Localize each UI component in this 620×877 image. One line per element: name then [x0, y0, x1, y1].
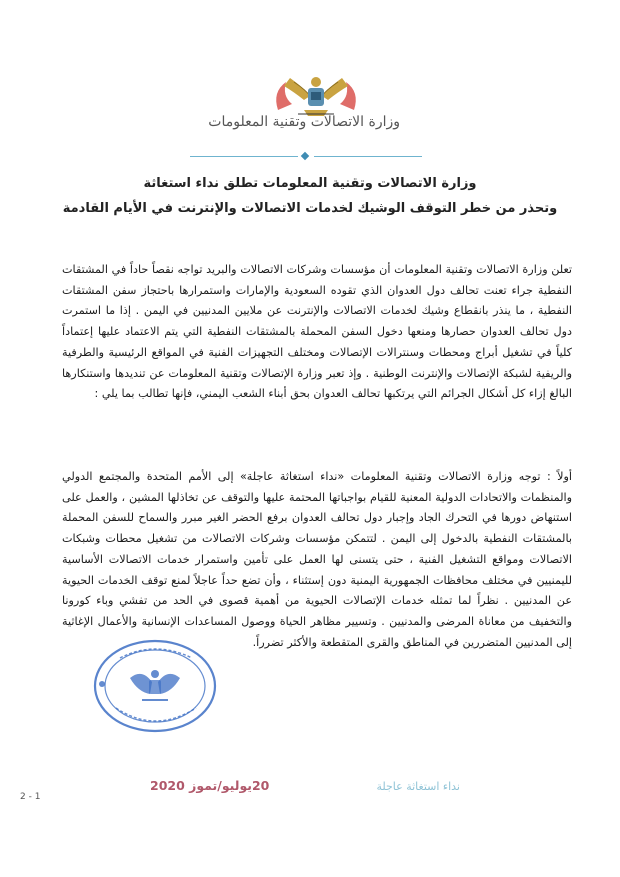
diamond-icon	[301, 152, 309, 160]
page-number: 2 - 1	[20, 792, 41, 802]
body-paragraph-first-demand: أولاً : توجه وزارة الاتصالات وتقنية المعلومات «نداء استغاثة عاجلة» إلى الأمم المتحدة والمجتمع الدولي والمنظمات والاتحادات الدولية المعنية للقيام بواجباتها المحتمة عليها والتوقف عن تخاذلها المشين ، والعمل على استنهاض دورها في التحرك الجاد وإجبار دول تحالف العدوان برفع الحضر الغير مبرر والسماح للسفن المحملة بالمشتقات النفطية بالدخول إلى اليمن . لتتمكن مؤسسات وشركات الاتصالات من تشغيل محطات وشبكات الاتصالات ومواقع التشغيل الفنية ، حتى يتسنى لها العمل على تأمين واستمرار خدمات الاتصالات الأساسية لليمنيين في مختلف محافظات الجمهورية اليمنية دون إستثناء ، وأن تضع حداً عاجلاً لمنع توقف الخدمات الحيوية عن المدنيين . نظراً لما تمثله خدمات الإتصالات الحيوية من أهمية قصوى في الحد من تفشي وباء كورونا والتخفيف من معاناة المرضى والمدنيين . وتسيير مظاهر الحياة ووصول المساعدات الإنسانية والأعمال الإغاثية إلى المدنيين المتضررين في المناطق والقرى المتقطعة والأكثر تضرراً.	[62, 470, 572, 649]
headline-line-2: وتحذر من خطر التوقف الوشيك لخدمات الاتصالات والإنترنت في الأيام القادمة	[62, 201, 558, 216]
yemen-eagle-emblem-icon	[268, 70, 364, 120]
headline-line-1: وزارة الاتصالات وتقنية المعلومات تطلق نداء استغاثة	[143, 176, 477, 191]
footer-date: 20يوليو/تموز 2020	[150, 778, 270, 793]
footer-urgent-call: نداء استغاثة عاجلة	[376, 780, 460, 793]
letterhead-divider	[190, 156, 422, 158]
ministry-logo-text: وزارة الاتصالات وتقنية المعلومات	[208, 114, 400, 130]
footer-bar	[140, 776, 480, 798]
official-stamp-icon	[92, 638, 218, 734]
body-paragraph-intro: تعلن وزارة الاتصالات وتقنية المعلومات أن مؤسسات وشركات الاتصالات والبريد تواجه نقصاً حاداً في المشتقات النفطية جراء تعنت تحالف دول العدوان الذي تقوده السعودية والإمارات واستمرارها باحتجاز سفن المشتقات النفطية ، ما ينذر بانقطاع وشيك لخدمات الاتصالات والإنترنت عن ملايين المدنيين في اليمن . إذا ما استمرت دول تحالف العدوان حصارها ومنعها دخول السفن المحملة بالمشتقات النفطية التي يتم الاعتماد عليها إعتماداً كلياً في تشغيل أبراج ومحطات وسنترالات الإتصالات ومختلف التجهيزات الفنية في المواقع الرئيسية والطرفية والريفية لشبكة الإتصالات والإنترنت الوطنية . وإذ تعبر وزارة الإتصالات وتقنية المعلومات عن تنديدها واستنكارها البالغ إزاء كل أشكال الجرائم التي يرتكبها تحالف العدوان بحق أبناء الشعب اليمني، فإنها تطالب بما يلي :	[62, 263, 572, 401]
